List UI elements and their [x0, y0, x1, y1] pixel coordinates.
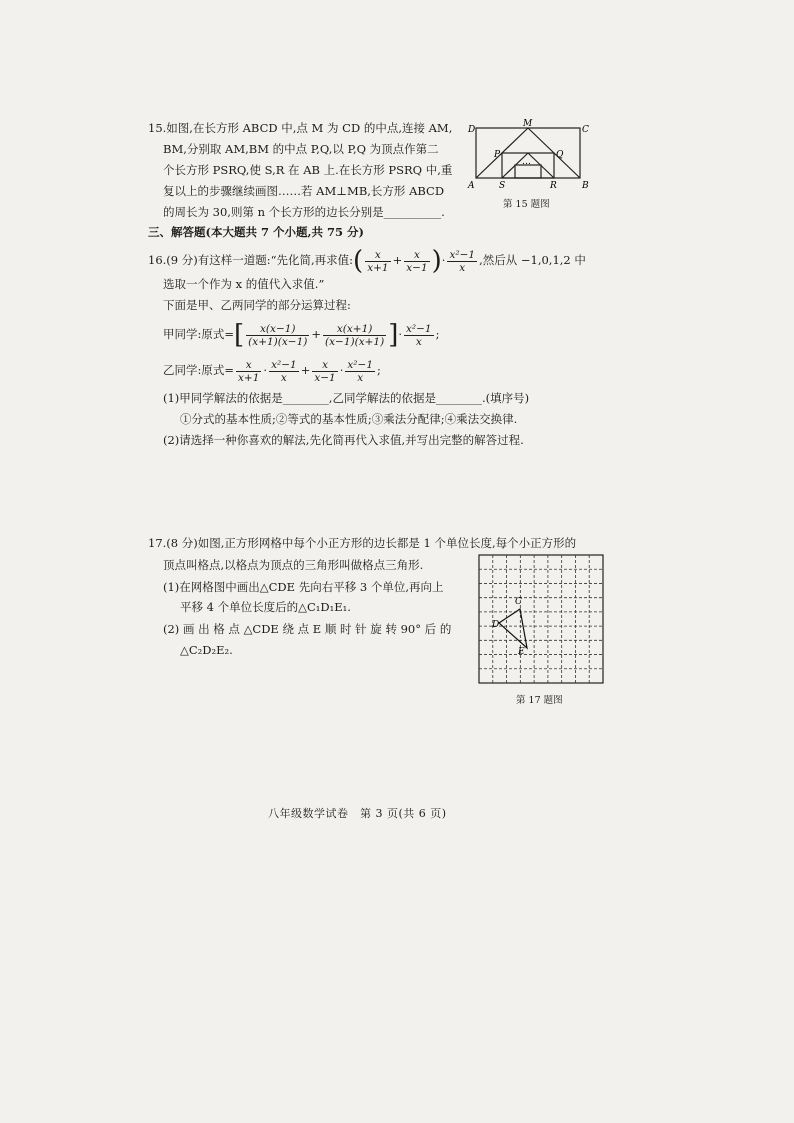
q16-options: ①分式的基本性质;②等式的基本性质;③乘法分配律;④乘法交换律.: [180, 412, 518, 426]
q16-line-3: 下面是甲、乙两同学的部分运算过程:: [163, 298, 351, 312]
q15-line-2: BM,分别取 AM,BM 的中点 P,Q,以 P,Q 为顶点作第二: [163, 142, 439, 156]
q15-line-3: 个长方形 PSRQ,使 S,R 在 AB 上.在长方形 PSRQ 中,重: [163, 163, 453, 177]
q17-grid-figure: [478, 554, 604, 684]
fig15-label-q: Q: [556, 150, 564, 160]
q17-line-2: 顶点叫格点,以格点为顶点的三角形叫做格点三角形.: [163, 558, 424, 572]
fig15-dots: …: [522, 157, 531, 167]
page-footer: 八年级数学试卷 第 3 页(共 6 页): [268, 807, 447, 820]
fig15-label-b: B: [582, 181, 589, 191]
q15-line-5: 的周长为 30,则第 n 个长方形的边长分别是__________.: [163, 205, 445, 219]
fig15-label-s: S: [499, 181, 506, 191]
q15-line-4: 复以上的步骤继续画图……若 AM⊥MB,长方形 ABCD: [163, 184, 445, 198]
section-3-heading: 三、解答题(本大题共 7 个小题,共 75 分): [148, 225, 364, 239]
fig15-label-c: C: [582, 125, 589, 135]
fig15-label-p: P: [494, 150, 501, 160]
frac-x-over-xp1: $\frac{x}{x+1}$: [367, 248, 389, 274]
q16-intro: 16.(9 分)有这样一道题:“先化简,再求值:: [148, 253, 354, 267]
q17-sub-2b: △C₂D₂E₂.: [180, 643, 233, 657]
q17-line-1: 17.(8 分)如图,正方形网格中每个小正方形的边长都是 1 个单位长度,每个小正方形的: [148, 536, 577, 550]
q16-intro-end: ,然后从 −1,0,1,2 中: [479, 253, 586, 267]
q16-sub-2: (2)请选择一种你喜欢的解法,先化简再代入求值,并写出完整的解答过程.: [163, 433, 524, 447]
fig17-label-e: E: [518, 647, 525, 657]
q17-sub-2a: (2) 画 出 格 点 △CDE 绕 点 E 顺 时 针 旋 转 90° 后 的: [163, 622, 452, 636]
fig15-label-a: A: [468, 181, 475, 191]
q16-sub-1: (1)甲同学解法的依据是________,乙同学解法的依据是________.(填序号): [163, 391, 530, 405]
fig15-label-r: R: [550, 181, 557, 191]
jia-label: 甲同学:原式=: [163, 327, 235, 341]
fig17-label-d: D: [492, 620, 500, 630]
q17-figure-caption: 第 17 题图: [516, 695, 563, 706]
triangle-cde: [499, 609, 527, 648]
frac-x2m1-over-x: $\frac{\text{x²−1}}{x}$: [449, 248, 476, 274]
fig15-label-d: D: [468, 125, 476, 135]
q15-figure-caption: 第 15 题图: [503, 199, 550, 210]
q15-rectangle-figure: [466, 118, 592, 192]
q15-line-1: 15.如图,在长方形 ABCD 中,点 M 为 CD 的中点,连接 AM,: [148, 121, 453, 135]
fig17-label-c: C: [515, 597, 522, 607]
q16-jia-solution: 甲同学:原式=[ $\frac{x(x-1)}{(x+1)(x-1)}$ + $\frac{x(x+1)}{(x-1)(x+1)}$ ]· $\frac{\text{x²−1}}{x}$ ;: [163, 320, 440, 350]
q16-yi-solution: 乙同学:原式= $\frac{x}{x+1}$ · $\frac{\text{x²−1}}{x}$ + $\frac{x}{x-1}$ · $\frac{\text{x²−1}}{x}$ ;: [163, 358, 381, 384]
fig15-label-m: M: [523, 119, 533, 129]
yi-label: 乙同学:原式=: [163, 363, 235, 377]
frac-x-over-xm1: $\frac{x}{x-1}$: [406, 248, 428, 274]
q16-line-1: 16.(9 分)有这样一道题:“先化简,再求值:( $\frac{x}{x+1}$ + $\frac{x}{x-1}$ )· $\frac{\text{x²−1}}{x}$ ,然后从 −1,0,1,2 中: [148, 246, 586, 276]
q17-sub-1a: (1)在网格图中画出△CDE 先向右平移 3 个单位,再向上: [163, 580, 444, 594]
q16-line-2: 选取一个作为 x 的值代入求值.”: [163, 277, 325, 291]
q17-sub-1b: 平移 4 个单位长度后的△C₁D₁E₁.: [180, 600, 351, 614]
